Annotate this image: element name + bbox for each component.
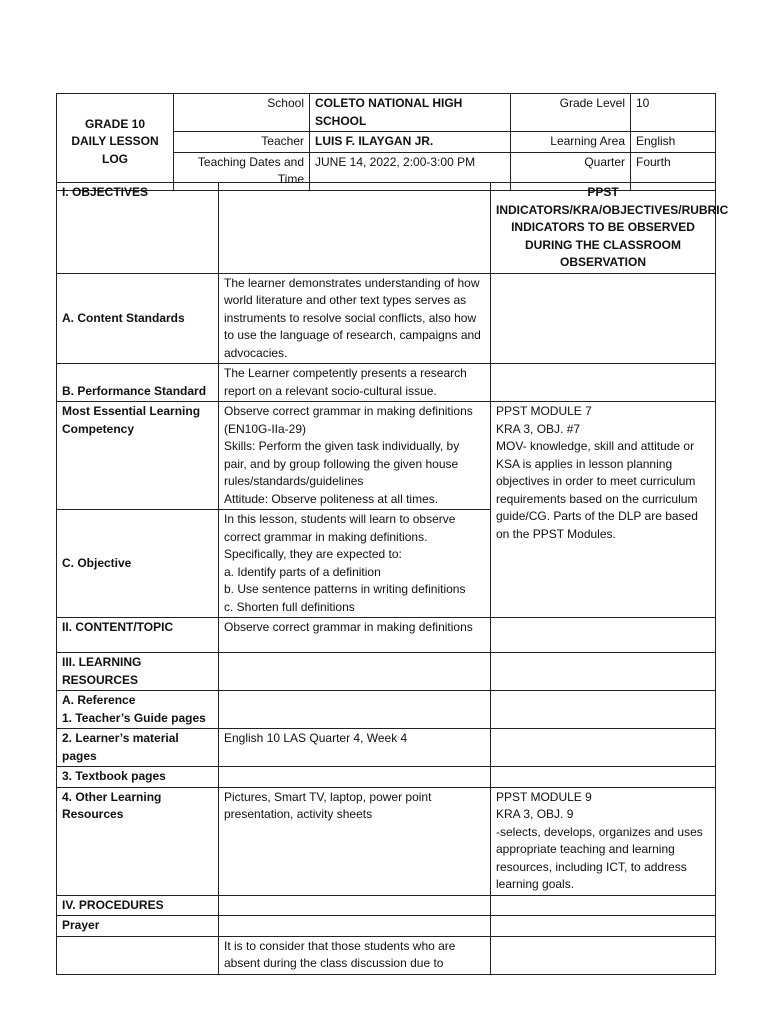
quarter-label: Quarter xyxy=(511,152,631,190)
empty-cell xyxy=(491,618,716,653)
empty-cell xyxy=(491,273,716,364)
content-topic-label: II. CONTENT/TOPIC xyxy=(57,618,219,653)
other-resources-label: 4. Other Learning Resources xyxy=(57,787,219,895)
table-row xyxy=(57,767,716,788)
quarter-value: Fourth xyxy=(631,152,716,190)
teacher-value: LUIS F. ILAYGAN JR. xyxy=(310,132,511,153)
table-row xyxy=(57,618,716,653)
table-row xyxy=(57,402,716,510)
ppst-header: PPST INDICATORS/KRA/OBJECTIVES/RUBRIC INDICATORS TO BE OBSERVED DURING THE CLASSROOM OBSERVATION xyxy=(491,183,716,274)
empty-cell xyxy=(219,691,491,729)
empty-cell xyxy=(219,653,491,691)
prayer-label: Prayer xyxy=(57,916,219,937)
ppst-module7: PPST MODULE 7 KRA 3, OBJ. #7 MOV- knowledge, skill and attitude or KSA is applies in lesson planning objectives in order to meet curriculum requirements based on the curriculum guide/CG. Parts of the DLP are based on the PPST Modules. xyxy=(491,402,716,618)
empty-cell xyxy=(491,729,716,767)
empty-cell xyxy=(219,916,491,937)
ppst-module9: PPST MODULE 9 KRA 3, OBJ. 9 -selects, develops, organizes and uses appropriate teaching and learning resources, including ICT, to address learning goals. xyxy=(491,787,716,895)
empty-cell xyxy=(219,895,491,916)
dates-value: JUNE 14, 2022, 2:00-3:00 PM xyxy=(310,152,511,190)
empty-cell xyxy=(219,767,491,788)
lesson-table xyxy=(56,182,729,975)
reference-label: A. Reference 1. Teacher’s Guide pages xyxy=(57,691,219,729)
melc-label: Most Essential Learning Competency xyxy=(57,402,219,510)
content-standards-text: The learner demonstrates understanding of how world literature and other text types serves as instruments to resolve social conflicts, also how to use the language of research, campaigns and advocacies. xyxy=(219,273,491,364)
learners-material-label: 2. Learner’s material pages xyxy=(57,729,219,767)
empty-cell xyxy=(491,936,716,974)
content-topic-text: Observe correct grammar in making definitions xyxy=(219,618,491,653)
learners-material-text: English 10 LAS Quarter 4, Week 4 xyxy=(219,729,491,767)
empty-cell xyxy=(491,364,716,402)
procedures-label: IV. PROCEDURES xyxy=(57,895,219,916)
table-row xyxy=(57,691,716,729)
table-row xyxy=(57,653,716,691)
table-row xyxy=(57,787,716,895)
performance-standard-label: B. Performance Standard xyxy=(57,364,219,402)
content-standards-label: A. Content Standards xyxy=(57,273,219,364)
table-row xyxy=(57,273,716,364)
empty-cell xyxy=(491,767,716,788)
learning-area-value: English xyxy=(631,132,716,153)
textbook-label: 3. Textbook pages xyxy=(57,767,219,788)
table-row xyxy=(57,183,716,274)
melc-text: Observe correct grammar in making definitions (EN10G-IIa-29) Skills: Perform the given task individually, by pair, and by group following the given house rules/standards/guidelines Attitude: Observe politeness at all times. xyxy=(219,402,491,510)
dates-label: Teaching Dates and Time xyxy=(174,152,310,190)
grade-level-label: Grade Level xyxy=(511,94,631,132)
empty-cell xyxy=(491,916,716,937)
log-title-line1: DAILY LESSON xyxy=(71,134,159,148)
school-label: School xyxy=(174,94,310,132)
table-row xyxy=(57,364,716,402)
empty-cell xyxy=(491,653,716,691)
objective-text: In this lesson, students will learn to observe correct grammar in making definitions. Specifically, they are expected to: a. Identify parts of a definition b. Use sentence patterns in writing definitions c. Shorten full definitions xyxy=(219,510,491,618)
objective-label: C. Objective xyxy=(57,510,219,618)
teacher-label: Teacher xyxy=(174,132,310,153)
table-row xyxy=(57,895,716,916)
objectives-label: I. OBJECTIVES xyxy=(57,183,219,274)
header-table xyxy=(56,93,716,191)
empty-cell xyxy=(57,936,219,974)
empty-cell xyxy=(491,895,716,916)
absent-text: It is to consider that those students who are absent during the class discussion due to xyxy=(219,936,491,974)
grade-level-value: 10 xyxy=(631,94,716,132)
learning-resources-label: III. LEARNING RESOURCES xyxy=(57,653,219,691)
table-row xyxy=(57,936,716,974)
log-title-line2: LOG xyxy=(102,151,128,166)
grade-title-cell xyxy=(57,94,174,191)
other-resources-text: Pictures, Smart TV, laptop, power point presentation, activity sheets xyxy=(219,787,491,895)
table-row xyxy=(57,916,716,937)
performance-standard-text: The Learner competently presents a research report on a relevant socio-cultural issue. xyxy=(219,364,491,402)
learning-area-label: Learning Area xyxy=(511,132,631,153)
empty-cell xyxy=(219,183,491,274)
school-value: COLETO NATIONAL HIGH SCHOOL xyxy=(310,94,511,132)
empty-cell xyxy=(491,691,716,729)
grade-label: GRADE 10 xyxy=(84,116,146,131)
table-row xyxy=(57,729,716,767)
